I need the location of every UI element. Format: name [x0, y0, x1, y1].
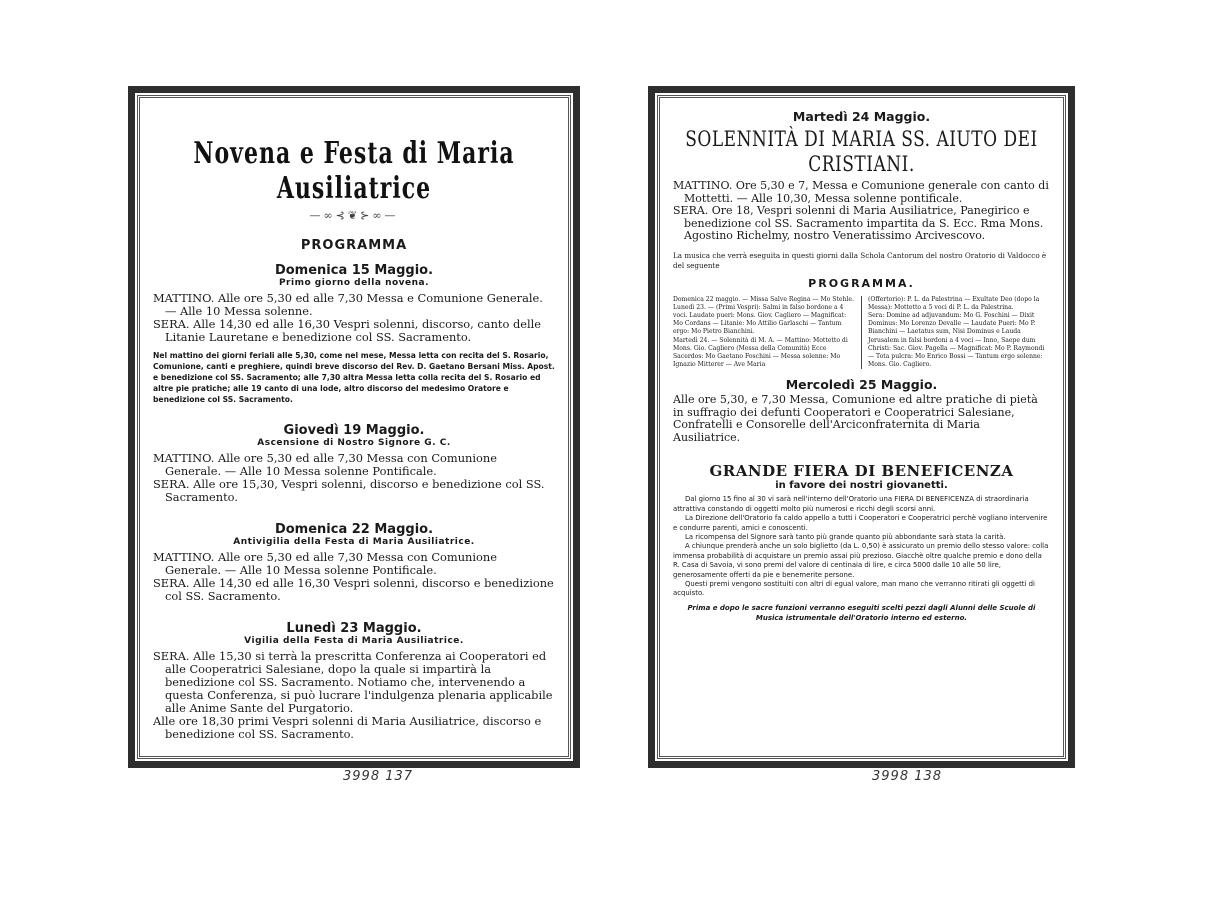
fiera-paragraph: Dal giorno 15 fino al 30 vi sarà nell'interno dell'Oratorio una FIERA DI BENEFICENZA di straordinaria attrattiva constando di oggetti molto più numerosi e ricchi degli scorsi anni.: [673, 495, 1029, 513]
day-subtitle: Primo giorno della novena.: [278, 278, 430, 288]
left-page-content: [153, 107, 555, 747]
day-title: Domenica 15 Maggio.: [274, 263, 434, 278]
schedule-entry: Alle ore 18,30 primi Vespri solenni di Maria Ausiliatrice, discorso e benedizione col SS. Sacramento.: [153, 714, 542, 741]
schedule-entry: SERA. Alle 14,30 ed alle 16,30 Vespri solenni, discorso e benedizione col SS. Sacramento.: [153, 576, 554, 603]
fiera-paragraph: La Direzione dell'Oratorio fa caldo appello a tutti i Cooperatori e Cooperatrici perchè vogliano intervenire e condurre parenti, amici e conoscenti.: [673, 514, 1048, 532]
music-item: Domenica 22 maggio. — Missa Salve Regina — Mo Stehle.: [673, 295, 854, 303]
fiera-paragraph: La ricompensa del Signore sarà tanto più grande quanto più abbondante sarà stata la carità.: [685, 532, 1006, 541]
fiera-title: GRANDE FIERA DI BENEFICENZA: [709, 462, 1014, 481]
day-section: [153, 522, 555, 603]
fiera-closing-note: Prima e dopo le sacre funzioni verranno eseguiti scelti pezzi dagli Alunni delle Scuole di Musica istrumentale dell'Oratorio interno ed esterno.: [687, 603, 1036, 622]
left-page: [128, 86, 580, 768]
music-note: La musica che verrà eseguita in questi giorni dalla Schola Cantorum del nostro Oratorio di Valdocco è del seguente: [673, 250, 1047, 270]
schedule-entry: MATTINO. Ore 5,30 e 7, Messa e Comunione generale con canto di Mottetti. — Alle 10,30, Messa solenne pontificale.: [673, 179, 1049, 205]
day-title: Lunedì 23 Maggio.: [286, 621, 422, 636]
schedule-entry: SERA. Alle ore 15,30, Vespri solenni, discorso e benedizione col SS. Sacramento.: [153, 477, 545, 504]
day-title: Giovedì 19 Maggio.: [283, 423, 425, 438]
page-title: Novena e Festa di Maria Ausiliatrice: [193, 135, 515, 207]
programma-heading: PROGRAMMA: [300, 238, 408, 253]
day-section: [153, 423, 555, 504]
day-section: [153, 263, 555, 405]
page-number: 3998 137: [343, 769, 414, 784]
right-page-content: [673, 107, 1050, 747]
day-subtitle: Ascensione di Nostro Signore G. C.: [257, 438, 451, 448]
fiera-paragraph: A chiunque prenderà anche un solo biglietto (da L. 0,50) è assicurato un premio dello stesso valore: colla immensa probabilità di acquistare un premio assai più prezioso. Giacchè oltre qualche premio e dono della R. Casa di Savoia, vi sono premi del valore di centinaia di lire, e circa 5000 dalle 10 alle 50 lire, generosamente offerti da pie e benemerite persone.: [673, 542, 1049, 579]
day-text: Alle ore 5,30, e 7,30 Messa, Comunione ed altre pratiche di pietà in suffragio dei defunti Cooperatori e Cooperatrici Salesiane, Confratelli e Consorelle dell'Arciconfraternita di Maria Ausiliatrice.: [673, 393, 1038, 444]
day-title: Domenica 22 Maggio.: [274, 522, 434, 537]
fiera-paragraph: Questi premi vengono sostituiti con altri di egual valore, man mano che verranno ritirati gli oggetti di acquisto.: [673, 579, 1035, 598]
music-column-left: [673, 296, 862, 370]
day-section: [153, 621, 555, 741]
schedule-entry: MATTINO. Alle ore 5,30 ed alle 7,30 Messa con Comunione Generale. — Alle 10 Messa solenne Pontificale.: [153, 451, 497, 478]
schedule-entry: SERA. Alle 15,30 si terrà la prescritta Conferenza ai Cooperatori ed alle Cooperatrici Salesiane, dopo la quale si impartirà la benedizione col SS. Sacramento. Notiamo che, intervenendo a questa Conferenza, si può lucrare l'indulgenza plenaria applicabile alle Anime Sante del Purgatorio.: [153, 649, 553, 715]
music-item: Martedì 24. — Solennità di M. A. — Mattino: Mottetto di Mons. Gio. Cagliero (Messa della Comunità) Ecce Sacerdos: Mo Gaetano Foschini — Messa solenne: Mo Ignazio Mitterer — Ave Maria: [673, 336, 848, 369]
music-column-right: [862, 296, 1050, 370]
music-item: Lunedì 23. — (Primi Vespri): Salmi in falso bordone a 4 voci. Laudate pueri: Mons. Giov. Cagliero — Magnificat: Mo Cordans — Litanie: Mo Attilio Garlaschi — Tantum ergo: Mo Pietro Bianchini.: [673, 303, 847, 336]
page-number: 3998 138: [872, 769, 943, 784]
music-program-columns: [673, 296, 1050, 370]
day-subtitle: Antivigilia della Festa di Maria Ausiliatrice.: [233, 537, 475, 547]
day-title: Mercoledì 25 Maggio.: [785, 377, 938, 393]
weekday-note: Nel mattino dei giorni feriali alle 5,30, come nel mese, Messa letta con recita del S. Rosario, Comunione, canti e preghiere, quindi breve discorso del Rev. D. Gaetano Bersani Miss. Apost. e benedizione col SS. Sacramento; alle 7,30 altra Messa letta colla recita del S. Rosario ed altre pie pratiche; alle 19 canto di una lode, altro discorso del medesimo Oratore e benedizione col SS. Sacramento.: [153, 351, 555, 404]
schedule-entry: SERA. Ore 18, Vespri solenni di Maria Ausiliatrice, Panegirico e benedizione col SS. Sacramento impartita da S. Ecc. Rma Mons. Agostino Richelmy, nostro Veneratissimo Arcivescovo.: [673, 204, 1044, 242]
right-page: [648, 86, 1075, 768]
feast-date: Martedì 24 Maggio.: [792, 109, 931, 124]
music-item: (Offertorio): P. L. da Palestrina — Exultate Deo (dopo la Messa): Mottetto a 5 voci di P. L. da Palestrina.: [868, 295, 1040, 311]
music-programma-heading: PROGRAMMA.: [808, 276, 915, 290]
feast-title: SOLENNITÀ DI MARIA SS. AIUTO DEI CRISTIANI.: [685, 127, 1038, 177]
ornament-divider: —∞⊰❦⊱∞—: [309, 209, 399, 222]
schedule-entry: MATTINO. Alle ore 5,30 ed alle 7,30 Messa e Comunione Generale. — Alle 10 Messa solenne.: [153, 291, 543, 318]
fiera-subtitle: in favore dei nostri giovanetti.: [775, 480, 948, 492]
schedule-entry: SERA. Alle 14,30 ed alle 16,30 Vespri solenni, discorso, canto delle Litanie Lauretane e benedizione col SS. Sacramento.: [153, 317, 542, 344]
schedule-entry: MATTINO. Alle ore 5,30 ed alle 7,30 Messa con Comunione Generale. — Alle 10 Messa solenne Pontificale.: [153, 550, 497, 577]
day-subtitle: Vigilia della Festa di Maria Ausiliatrice.: [244, 636, 464, 646]
music-item: Sera: Domine ad adjuvandum: Mo G. Foschini — Dixit Dominus: Mo Lorenzo Devalle — Laudate Pueri: Mo P. Bianchini — Laetatus sum, Nisi Dominus e Lauda Jerusalem in falsi bordoni a 4 voci — Inno, Saepe dum Christi: Sac. Giov. Pagella — Magnificat: Mo P. Raymondi — Tota pulcra: Mo Enrico Bossi — Tantum ergo solenne: Mons. Gio. Cagliero.: [868, 311, 1045, 369]
